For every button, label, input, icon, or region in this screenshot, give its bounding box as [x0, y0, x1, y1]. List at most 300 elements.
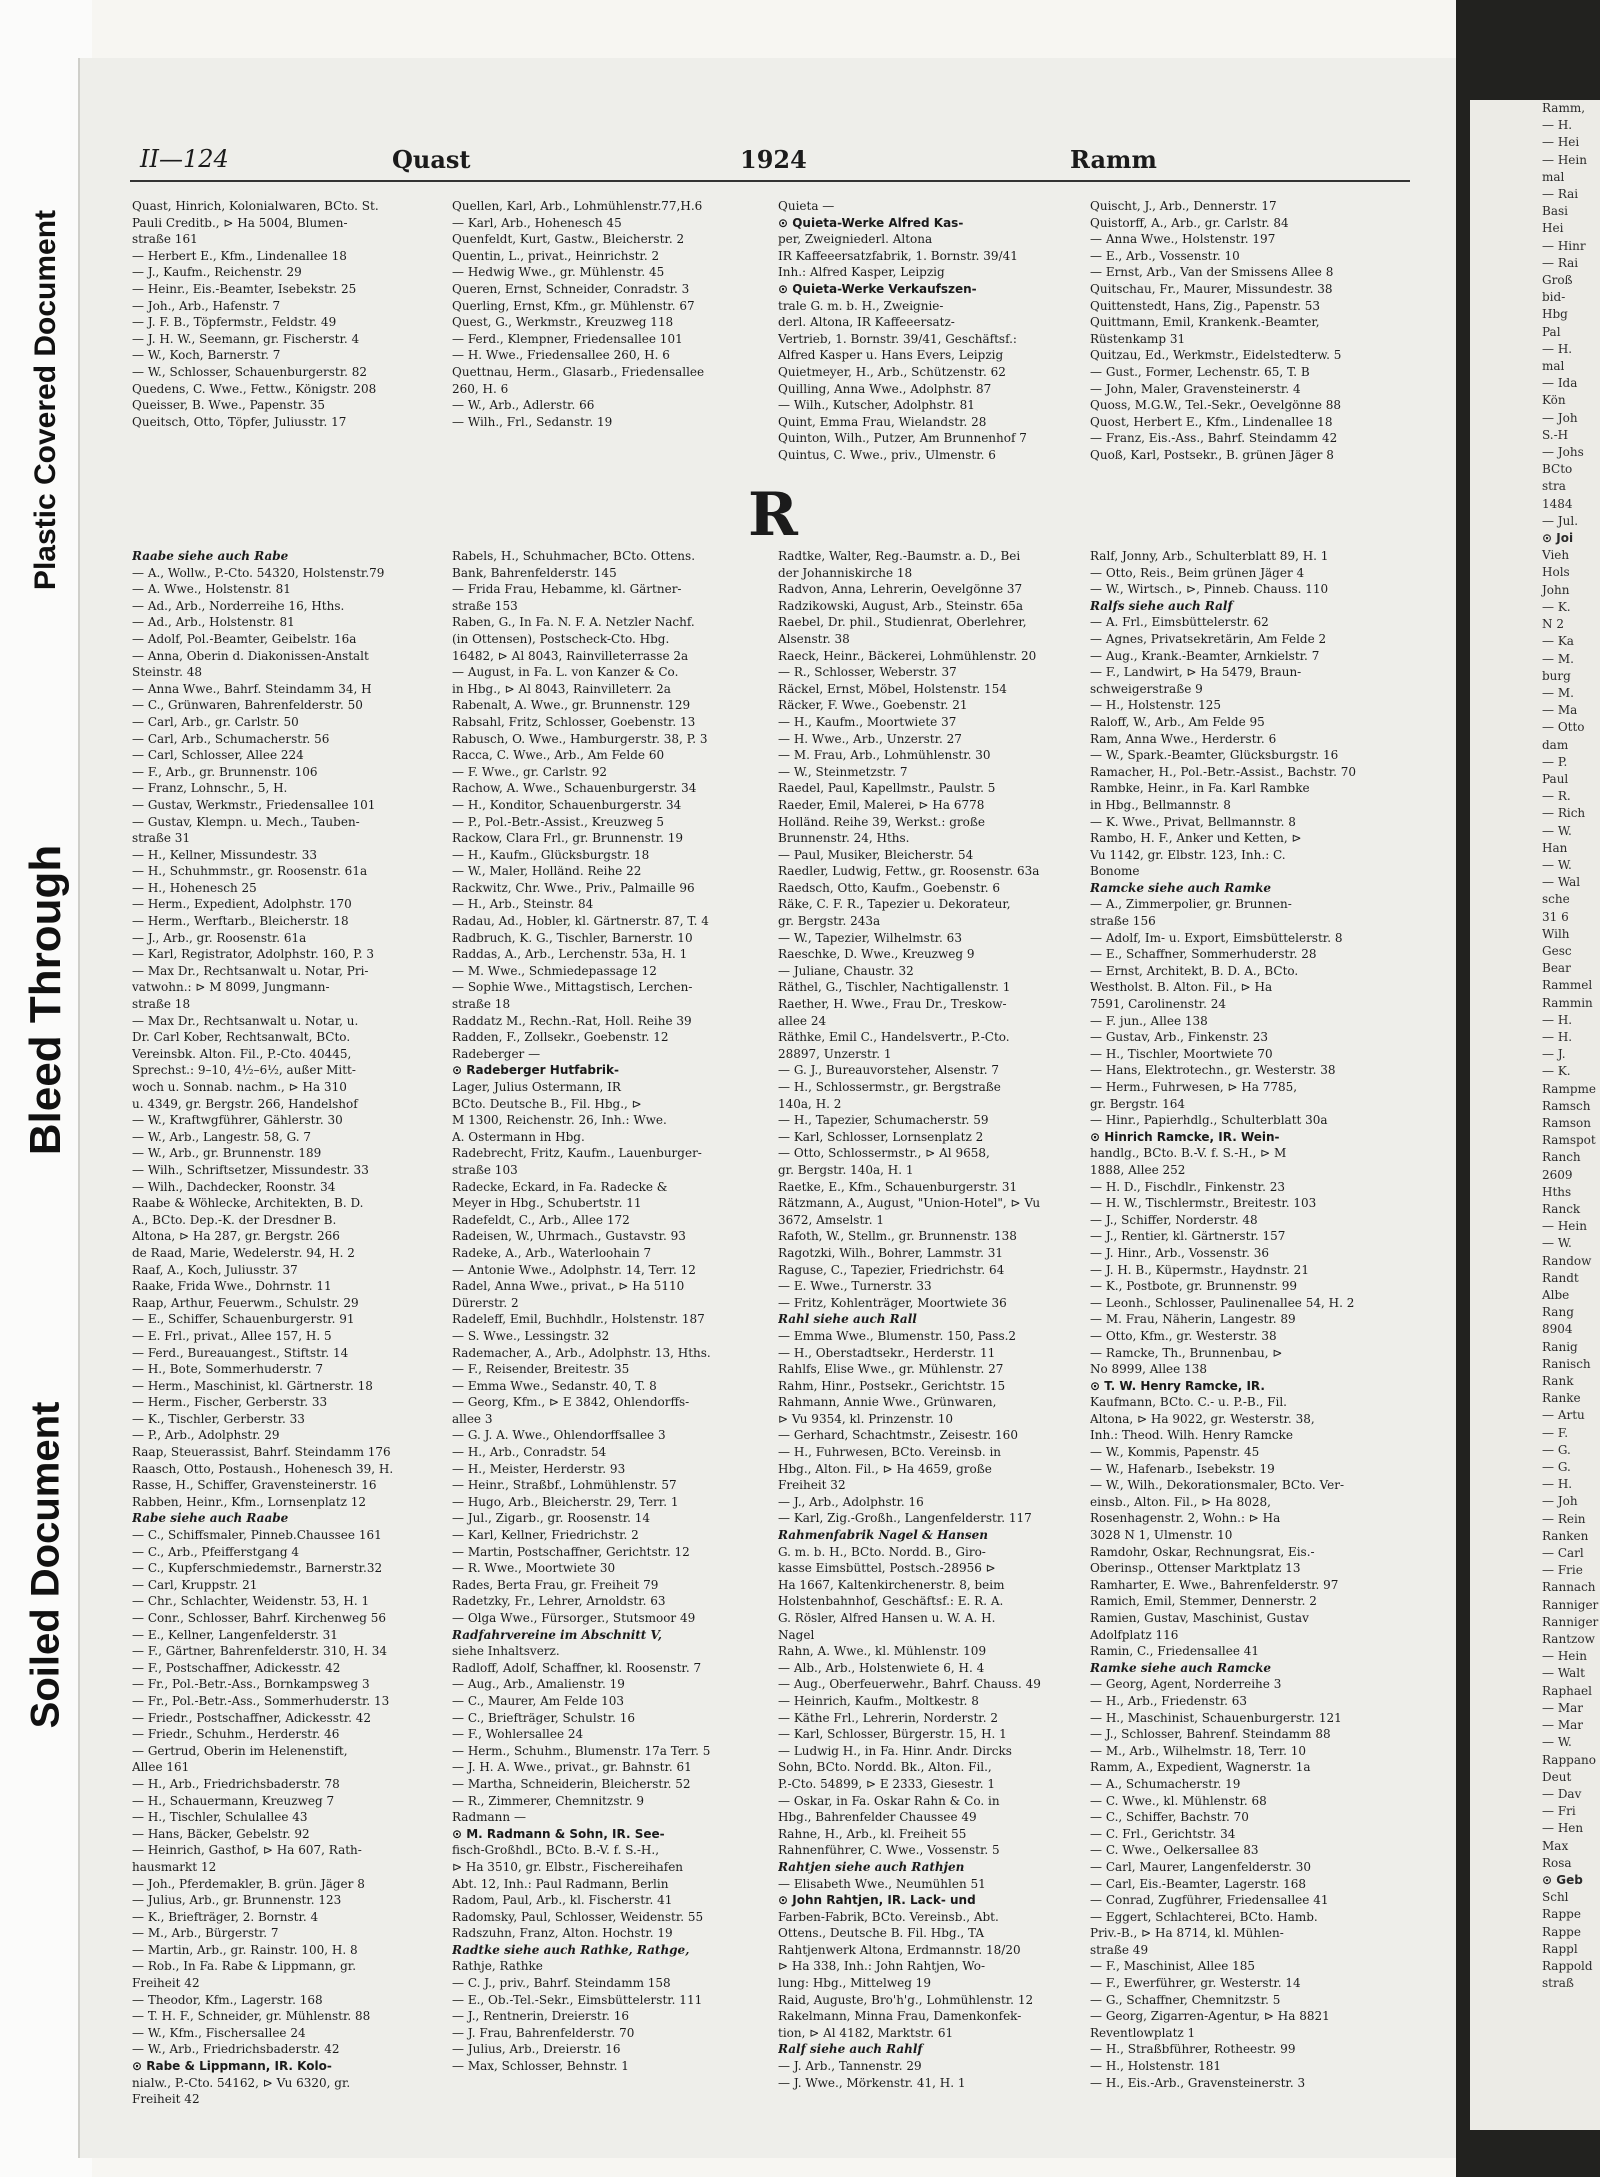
directory-entry-line: Radtke, Walter, Reg.-Baumstr. a. D., Bei	[778, 549, 1021, 563]
directory-entry-line: — Hugo, Arb., Bleicherstr. 29, Terr. 1	[452, 1494, 679, 1509]
directory-entry-line: — A. Wwe., Holstenstr. 81	[132, 582, 291, 597]
directory-entry-line: Sprechst.: 9–10, 4½–6½, außer Mitt-	[132, 1063, 356, 1078]
directory-entry-line: — Hans, Elektrotechn., gr. Westerstr. 38	[1090, 1063, 1336, 1078]
directory-entry-line: ⊙ Radeberger Hutfabrik-	[452, 1063, 619, 1078]
directory-entry-line: Racca, C. Wwe., Arb., Am Felde 60	[452, 748, 665, 763]
directory-entry-line: — Adolf, Im- u. Export, Eimsbüttelerstr. 8	[1090, 930, 1343, 945]
directory-entry-line: — K.	[1542, 599, 1571, 614]
directory-entry-line: in Hbg., Bellmannstr. 8	[1090, 797, 1231, 812]
directory-entry-line: — Gerhard, Schachtmstr., Zeisestr. 160	[778, 1428, 1018, 1443]
directory-entry-line: einsb., Alton. Fil., ⊳ Ha 8028,	[1090, 1494, 1271, 1509]
directory-entry-line: — Hei	[1542, 135, 1580, 150]
directory-entry-line: — H., Oberstadtsekr., Herderstr. 11	[778, 1345, 996, 1360]
directory-entry-line: — H., Arb., Steinstr. 84	[452, 897, 594, 912]
directory-entry-line: — H., Schauermann, Kreuzweg 7	[132, 1793, 335, 1808]
directory-entry-line: — Ad., Arb., Norderreihe 16, Hths.	[132, 598, 345, 613]
plastic-covered-label: Plastic Covered Document	[29, 209, 62, 591]
directory-entry-line: Meyer in Hbg., Schubertstr. 11	[452, 1196, 642, 1211]
directory-entry-line: — Herm., Expedient, Adolphstr. 170	[132, 897, 352, 912]
directory-entry-line: — Gust., Former, Lechenstr. 65, T. B	[1090, 364, 1310, 379]
directory-entry-line: kasse Eimsbüttel, Postsch.-28956 ⊳	[778, 1561, 996, 1576]
directory-entry-line: A. Ostermann in Hbg.	[452, 1129, 585, 1144]
directory-entry-line: vatwohn.: ⊳ M 8099, Jungmann-	[132, 980, 330, 995]
directory-entry-line: — C., Briefträger, Schulstr. 16	[452, 1710, 636, 1725]
directory-entry-line: Radecke, Eckard, in Fa. Radecke &	[452, 1179, 668, 1194]
directory-entry-line: — E., Schiffer, Schauenburgerstr. 91	[132, 1312, 355, 1327]
directory-entry-line: Rahn, A. Wwe., kl. Mühlenstr. 109	[778, 1644, 987, 1659]
directory-entry-line: — Hein	[1542, 1219, 1587, 1234]
directory-entry-line: — W., Kommis, Papenstr. 45	[1090, 1445, 1260, 1460]
directory-entry-line: — J., Rentnerin, Dreierstr. 16	[452, 2009, 630, 2024]
directory-entry-line: 3028 N 1, Ulmenstr. 10	[1090, 1528, 1233, 1543]
directory-entry-line: — C., Arb., Pfeifferstgang 4	[132, 1544, 300, 1559]
directory-entry-line: — Ramcke, Th., Brunnenbau, ⊳	[1090, 1345, 1283, 1360]
directory-entry-line: — Käthe Frl., Lehrerin, Norderstr. 2	[778, 1710, 998, 1725]
directory-entry-line: Rambke, Heinr., in Fa. Karl Rambke	[1090, 781, 1310, 796]
directory-entry-line: — J. Wwe., Mörkenstr. 41, H. 1	[778, 2075, 966, 2090]
directory-entry-line: — H. W., Tischlermstr., Breitestr. 103	[1090, 1196, 1317, 1211]
directory-entry-line: Ranniger	[1542, 1614, 1599, 1629]
directory-entry-line: Rahnenführer, C. Wwe., Vossenstr. 5	[778, 1843, 1000, 1858]
directory-entry-line: — Ernst, Architekt, B. D. A., BCto.	[1090, 963, 1299, 978]
directory-entry-line: Quedens, C. Wwe., Fettw., Königstr. 208	[132, 381, 377, 396]
directory-entry-line: — R.	[1542, 789, 1571, 804]
directory-entry-line: — H., Fuhrwesen, BCto. Vereinsb. in	[778, 1445, 1002, 1460]
directory-entry-line: Brunnenstr. 24, Hths.	[778, 831, 910, 846]
directory-entry-line: — F., Landwirt, ⊳ Ha 5479, Braun-	[1090, 665, 1302, 680]
directory-entry-line: — A., Zimmerpolier, gr. Brunnen-	[1090, 897, 1292, 912]
directory-entry-line: Rafoth, W., Stellm., gr. Brunnenstr. 138	[778, 1229, 1017, 1244]
directory-entry-line: Raedel, Paul, Kapellmstr., Paulstr. 5	[778, 781, 996, 796]
directory-entry-line: 28897, Unzerstr. 1	[778, 1046, 892, 1061]
directory-entry-line: — Fri	[1542, 1804, 1576, 1819]
directory-entry-line: — H., Arb., Friedrichsbaderstr. 78	[132, 1776, 340, 1791]
directory-entry-line: — John, Maler, Gravensteinerstr. 4	[1090, 381, 1301, 396]
directory-entry-line: — Ka	[1542, 634, 1574, 649]
directory-entry-line: — J., Rentier, kl. Gärtnerstr. 157	[1090, 1229, 1286, 1244]
directory-entry-line: Radfahrvereine im Abschnitt V,	[452, 1627, 662, 1642]
directory-entry-line: — J., Arb., gr. Roosenstr. 61a	[132, 930, 307, 945]
directory-entry-line: Radloff, Adolf, Schaffner, kl. Roosenstr. 7	[452, 1660, 702, 1675]
directory-entry-line: — Max, Schlosser, Behnstr. 1	[452, 2059, 629, 2074]
directory-entry-line: Ranke	[1542, 1391, 1581, 1406]
directory-entry-line: tion, ⊳ Al 4182, Marktstr. 61	[778, 2025, 954, 2040]
directory-entry-line: — Joh	[1542, 1494, 1578, 1509]
directory-entry-line: — Herm., Maschinist, kl. Gärtnerstr. 18	[132, 1378, 373, 1393]
directory-entry-line: siehe Inhaltsverz.	[452, 1644, 560, 1659]
directory-entry-line: — Juliane, Chaustr. 32	[778, 963, 914, 978]
directory-entry-line: Rank	[1542, 1374, 1574, 1389]
directory-entry-line: Freiheit 42	[132, 2092, 200, 2107]
directory-entry-line: — C. Wwe., kl. Mühlenstr. 68	[1090, 1793, 1267, 1808]
directory-entry-line: allee 24	[778, 1013, 827, 1028]
directory-entry-line: derl. Altona, IR Kaffeeersatz-	[778, 315, 955, 330]
directory-entry-line: 2609	[1542, 1167, 1573, 1182]
directory-entry-line: — H., Straßbführer, Rotheestr. 99	[1090, 2042, 1296, 2057]
directory-entry-line: — W., Arb., gr. Brunnenstr. 189	[132, 1146, 322, 1161]
directory-entry-line: Rang	[1542, 1305, 1574, 1320]
directory-entry-line: Quest, G., Werkmstr., Kreuzweg 118	[452, 315, 674, 330]
directory-entry-line: Raeck, Heinr., Bäckerei, Lohmühlenstr. 20	[778, 648, 1037, 663]
directory-entry-line: Raake, Frida Wwe., Dohrnstr. 11	[132, 1279, 332, 1294]
directory-entry-line: — H., Arb., Friedenstr. 63	[1090, 1693, 1248, 1708]
directory-entry-line: Dürerstr. 2	[452, 1295, 519, 1310]
directory-entry-line: schweigerstraße 9	[1090, 681, 1203, 696]
directory-entry-line: — Fr., Pol.-Betr.-Ass., Bornkampsweg 3	[132, 1677, 370, 1692]
directory-entry-line: Radetzky, Fr., Lehrer, Arnoldstr. 63	[452, 1594, 666, 1609]
directory-entry-line: Ha 1667, Kaltenkirchenerstr. 8, beim	[778, 1577, 1005, 1592]
directory-entry-line: Radszuhn, Franz, Alton. Hochstr. 19	[452, 1926, 673, 1941]
directory-entry-line: — Georg, Zigarren-Agentur, ⊳ Ha 8821	[1090, 2009, 1330, 2024]
directory-entry-line: Raap, Steuerassist, Bahrf. Steindamm 176	[132, 1445, 391, 1460]
directory-entry-line: Quilling, Anna Wwe., Adolphstr. 87	[778, 381, 992, 396]
directory-entry-line: — Max Dr., Rechtsanwalt u. Notar, Pri-	[132, 963, 369, 978]
directory-entry-line: — Karl, Arb., Hohenesch 45	[452, 215, 622, 230]
header-rule	[130, 180, 1410, 182]
directory-entry-line: — Wal	[1542, 875, 1581, 890]
directory-entry-line: dam	[1542, 737, 1569, 752]
directory-entry-line: Ralf, Jonny, Arb., Schulterblatt 89, H. 1	[1090, 549, 1329, 563]
directory-entry-line: — Adolf, Pol.-Beamter, Geibelstr. 16a	[132, 631, 357, 646]
adjacent-page-fragment	[1470, 100, 1600, 2130]
directory-entry-line: — Herm., Schuhm., Blumenstr. 17a Terr. 5	[452, 1743, 711, 1758]
directory-entry-line: Ranken	[1542, 1528, 1589, 1543]
directory-entry-line: — H., Kaufm., Glücksburgstr. 18	[452, 847, 650, 862]
directory-entry-line: Rahmann, Annie Wwe., Grünwaren,	[778, 1395, 997, 1410]
directory-entry-line: Ramdohr, Oskar, Rechnungsrat, Eis.-	[1090, 1544, 1315, 1559]
header-last-entry: Ramm	[1070, 145, 1157, 174]
directory-entry-line: Rabe siehe auch Raabe	[132, 1511, 289, 1526]
directory-entry-line: — Max Dr., Rechtsanwalt u. Notar, u.	[132, 1013, 359, 1028]
directory-entry-line: — Herm., Werftarb., Bleicherstr. 18	[132, 914, 349, 929]
directory-entry-line: ⊙ Quieta-Werke Verkaufszen-	[778, 281, 977, 296]
directory-entry-line: Radbruch, K. G., Tischler, Barnerstr. 10	[452, 930, 693, 945]
directory-entry-line: — Alb., Arb., Holstenwiete 6, H. 4	[778, 1660, 985, 1675]
directory-entry-line: — C. J., priv., Bahrf. Steindamm 158	[452, 1976, 671, 1991]
main-column-4	[1090, 548, 1412, 2091]
directory-entry-line: — G. J. A. Wwe., Ohlendorffsallee 3	[452, 1428, 666, 1443]
directory-entry-line: — W.	[1542, 823, 1572, 838]
directory-entry-line: — Franz, Lohnschr., 5, H.	[132, 781, 288, 796]
directory-entry-line: — E. Frl., privat., Allee 157, H. 5	[132, 1328, 332, 1343]
directory-entry-line: — Wilh., Schriftsetzer, Missundestr. 33	[132, 1162, 369, 1177]
directory-entry-line: — G., Schaffner, Chemnitzstr. 5	[1090, 1992, 1281, 2007]
directory-entry-line: — Karl, Kellner, Friedrichstr. 2	[452, 1528, 639, 1543]
directory-entry-line: Raasch, Otto, Postaush., Hohenesch 39, H.	[132, 1461, 394, 1476]
main-column-3	[778, 548, 1098, 2091]
directory-entry-line: Rätzmann, A., August, "Union-Hotel", ⊳ Vu	[778, 1196, 1041, 1211]
directory-entry-line: Raaf, A., Koch, Juliusstr. 37	[132, 1262, 298, 1277]
directory-entry-line: — Julius, Arb., gr. Brunnenstr. 123	[132, 1893, 342, 1908]
directory-entry-line: ⊙ Quieta-Werke Alfred Kas-	[778, 215, 964, 230]
directory-entry-line: Schl	[1542, 1890, 1569, 1905]
directory-entry-line: Quenfeldt, Kurt, Gastw., Bleicherstr. 2	[452, 232, 685, 247]
directory-entry-line: Ranch	[1542, 1150, 1581, 1165]
directory-entry-line: Quoß, Karl, Postsekr., B. grünen Jäger 8	[1090, 447, 1334, 462]
directory-entry-line: — Oskar, in Fa. Oskar Rahn & Co. in	[778, 1793, 1000, 1808]
directory-entry-line: Ramharter, E. Wwe., Bahrenfelderstr. 97	[1090, 1577, 1339, 1592]
directory-entry-line: Räthke, Emil C., Handelsvertr., P.-Cto.	[778, 1030, 1010, 1045]
directory-entry-line: Raap, Arthur, Feuerwm., Schulstr. 29	[132, 1295, 359, 1310]
directory-entry-line: — E., Arb., Vossenstr. 10	[1090, 248, 1240, 263]
directory-entry-line: — H., Eis.-Arb., Gravensteinerstr. 3	[1090, 2075, 1306, 2090]
directory-entry-line: ⊙ Joi	[1542, 531, 1574, 546]
directory-entry-line: — Emma Wwe., Blumenstr. 150, Pass.2	[778, 1328, 1017, 1343]
directory-entry-line: — J. H. B., Küpermstr., Haydnstr. 21	[1090, 1262, 1309, 1277]
page-number: II—124	[140, 145, 229, 173]
directory-entry-line: — H., Kellner, Missundestr. 33	[132, 847, 317, 862]
directory-entry-line: — F., Postschaffner, Adickesstr. 42	[132, 1660, 341, 1675]
directory-entry-line: — F., Gärtner, Bahrenfelderstr. 310, H. 34	[132, 1644, 387, 1659]
directory-entry-line: — W., Arb., Langestr. 58, G. 7	[132, 1129, 312, 1144]
directory-entry-line: — A., Schumacherstr. 19	[1090, 1776, 1241, 1791]
directory-entry-line: No 8999, Allee 138	[1090, 1362, 1207, 1377]
directory-entry-line: — W., Tapezier, Wilhelmstr. 63	[778, 930, 962, 945]
directory-entry-line: Ramin, C., Friedensallee 41	[1090, 1644, 1260, 1659]
directory-entry-line: Randow	[1542, 1253, 1592, 1268]
directory-entry-line: Quieta —	[778, 199, 835, 213]
directory-entry-line: Rasse, H., Schiffer, Gravensteinerstr. 16	[132, 1478, 377, 1493]
directory-entry-line: Raether, H. Wwe., Frau Dr., Treskow-	[778, 997, 1007, 1012]
directory-entry-line: — J. F. B., Töpfermstr., Feldstr. 49	[132, 315, 337, 330]
directory-entry-line: Räcker, F. Wwe., Goebenstr. 21	[778, 698, 968, 713]
directory-entry-line: straße 156	[1090, 914, 1156, 929]
directory-entry-line: Ragotzki, Wilh., Bohrer, Lammstr. 31	[778, 1245, 1004, 1260]
directory-entry-line: M 1300, Reichenstr. 26, Inh.: Wwe.	[452, 1113, 667, 1128]
directory-entry-line: — M. Frau, Näherin, Langestr. 89	[1090, 1312, 1296, 1327]
directory-entry-line: — Joh., Arb., Hafenstr. 7	[132, 298, 281, 313]
directory-entry-line: Quittmann, Emil, Krankenk.-Beamter,	[1090, 315, 1320, 330]
directory-entry-line: Rampme	[1542, 1081, 1597, 1096]
directory-entry-line: Rackwitz, Chr. Wwe., Priv., Palmaille 96	[452, 880, 695, 895]
directory-entry-line: Quellen, Karl, Arb., Lohmühlenstr.77,H.6	[452, 199, 703, 213]
directory-entry-line: — E., Schaffner, Sommerhuderstr. 28	[1090, 947, 1317, 962]
directory-entry-line: Raabe & Wöhlecke, Architekten, B. D.	[132, 1196, 364, 1211]
directory-entry-line: Ramm,	[1542, 101, 1586, 115]
directory-entry-line: Allee 161	[132, 1760, 190, 1775]
directory-entry-line: Vieh	[1542, 548, 1570, 563]
directory-entry-line: — E. Wwe., Turnerstr. 33	[778, 1279, 932, 1294]
directory-entry-line: — Olga Wwe., Fürsorger., Stutsmoor 49	[452, 1611, 696, 1625]
directory-entry-line: — K., Postbote, gr. Brunnenstr. 99	[1090, 1279, 1298, 1294]
directory-entry-line: Freiheit 32	[778, 1478, 846, 1493]
directory-entry-line: Raedler, Ludwig, Fettw., gr. Roosenstr. 63a	[778, 864, 1040, 879]
directory-entry-line: — Paul, Musiker, Bleicherstr. 54	[778, 847, 974, 862]
directory-entry-line: Quast, Hinrich, Kolonialwaren, BCto. St.	[132, 199, 379, 213]
directory-entry-line: — K.	[1542, 1064, 1571, 1079]
directory-entry-line: Pal	[1542, 324, 1561, 339]
directory-entry-line: — Artu	[1542, 1408, 1585, 1423]
directory-entry-line: — A., Wollw., P.-Cto. 54320, Holstenstr.79	[132, 565, 385, 580]
directory-entry-line: Räthel, G., Tischler, Nachtigallenstr. 1	[778, 980, 1011, 995]
directory-entry-line: — Rob., In Fa. Rabe & Lippmann, gr.	[132, 1959, 357, 1974]
directory-entry-line: straße 153	[452, 598, 518, 613]
directory-entry-line: Quettnau, Herm., Glasarb., Friedensallee	[452, 364, 705, 379]
directory-entry-line: Rabels, H., Schuhmacher, BCto. Ottens.	[452, 549, 696, 563]
directory-entry-line: Rappano	[1542, 1752, 1596, 1767]
directory-entry-line: — C., Maurer, Am Felde 103	[452, 1693, 625, 1708]
directory-entry-line: handlg., BCto. B.-V. f. S.-H., ⊳ M	[1090, 1146, 1287, 1161]
directory-entry-line: Ramacher, H., Pol.-Betr.-Assist., Bachstr. 70	[1090, 764, 1357, 779]
directory-entry-line: Vertrieb, 1. Bornstr. 39/41, Geschäftsf.:	[778, 331, 1017, 346]
directory-entry-line: Paul	[1542, 771, 1569, 786]
directory-entry-line: — Heinrich, Kaufm., Moltkestr. 8	[778, 1693, 979, 1708]
directory-entry-line: Ramich, Emil, Stemmer, Dennerstr. 2	[1090, 1594, 1317, 1609]
directory-entry-line: — Agnes, Privatsekretärin, Am Felde 2	[1090, 631, 1327, 646]
directory-entry-line: — Ida	[1542, 376, 1578, 391]
directory-entry-line: — M. Frau, Arb., Lohmühlenstr. 30	[778, 748, 991, 763]
directory-entry-line: Quistorff, A., Arb., gr. Carlstr. 84	[1090, 215, 1289, 230]
main-column-2	[452, 548, 770, 2075]
directory-entry-line: Rahmenfabrik Nagel & Hansen	[778, 1528, 988, 1543]
directory-entry-line: bid-	[1542, 290, 1566, 305]
directory-entry-line: Abt. 12, Inh.: Paul Radmann, Berlin	[452, 1876, 669, 1891]
directory-entry-line: Ranisch	[1542, 1356, 1591, 1371]
directory-entry-line: Ramien, Gustav, Maschinist, Gustav	[1090, 1611, 1309, 1625]
directory-entry-line: Quost, Herbert E., Kfm., Lindenallee 18	[1090, 414, 1333, 429]
directory-entry-line: straß	[1542, 1976, 1574, 1991]
directory-entry-line: Rappe	[1542, 1924, 1581, 1939]
directory-entry-line: — J. Arb., Tannenstr. 29	[778, 2059, 922, 2074]
directory-entry-line: — W., Wilh., Dekorationsmaler, BCto. Ver-	[1090, 1478, 1345, 1493]
directory-entry-line: Rosa	[1542, 1855, 1572, 1870]
directory-entry-line: — E., Ob.-Tel.-Sekr., Eimsbüttelerstr. 111	[452, 1992, 703, 2007]
directory-entry-line: Rabenalt, A. Wwe., gr. Brunnenstr. 129	[452, 698, 691, 713]
directory-entry-line: Oberinsp., Ottenser Marktplatz 13	[1090, 1561, 1301, 1576]
directory-entry-line: Hbg., Bahrenfelder Chaussee 49	[778, 1810, 977, 1825]
directory-entry-line: straße 103	[452, 1162, 518, 1177]
directory-entry-line: John	[1542, 582, 1570, 597]
directory-entry-line: Hths	[1542, 1184, 1572, 1199]
directory-entry-line: Rosenhagenstr. 2, Wohn.: ⊳ Ha	[1090, 1511, 1281, 1526]
directory-entry-line: Queitsch, Otto, Töpfer, Juliusstr. 17	[132, 414, 347, 429]
directory-entry-line: ⊙ Geb	[1542, 1872, 1583, 1887]
directory-entry-line: 1484	[1542, 496, 1573, 511]
directory-entry-line: — Friedr., Postschaffner, Adickesstr. 42	[132, 1710, 372, 1725]
directory-entry-line: — M., Arb., Bürgerstr. 7	[132, 1926, 279, 1941]
directory-entry-line: Radel, Anna Wwe., privat., ⊳ Ha 5110	[452, 1279, 685, 1294]
directory-entry-line: — Carl	[1542, 1546, 1584, 1561]
directory-entry-line: S.-H	[1542, 427, 1569, 442]
directory-entry-line: Raguse, C., Tapezier, Friedrichstr. 64	[778, 1262, 1005, 1277]
directory-entry-line: Rachow, A. Wwe., Schauenburgerstr. 34	[452, 781, 697, 796]
directory-entry-line: Bonome	[1090, 864, 1140, 879]
directory-entry-line: Reventlowplatz 1	[1090, 2025, 1196, 2040]
directory-entry-line: — P., Arb., Adolphstr. 29	[132, 1428, 280, 1443]
directory-entry-line: — Wilh., Frl., Sedanstr. 19	[452, 414, 613, 429]
directory-entry-line: stra	[1542, 479, 1566, 494]
directory-entry-line: — Carl, Schlosser, Allee 224	[132, 748, 304, 763]
directory-entry-line: Rahtjenwerk Altona, Erdmannstr. 18/20	[778, 1942, 1021, 1957]
directory-entry-line: fisch-Großhdl., BCto. B.-V. f. S.-H.,	[452, 1843, 660, 1858]
directory-entry-line: — W., Wirtsch., ⊳, Pinneb. Chauss. 110	[1090, 582, 1329, 597]
directory-entry-line: Radtke siehe auch Rathke, Rathge,	[452, 1942, 690, 1957]
directory-entry-line: — Mar	[1542, 1718, 1583, 1733]
directory-entry-line: — Aug., Krank.-Beamter, Arnkielstr. 7	[1090, 648, 1320, 663]
directory-entry-line: — Jul., Zigarb., gr. Roosenstr. 14	[452, 1511, 651, 1526]
directory-entry-line: — Hein	[1542, 1649, 1587, 1664]
directory-entry-line: Ramm, A., Expedient, Wagnerstr. 1a	[1090, 1760, 1311, 1775]
directory-entry-line: — Gustav, Werkmstr., Friedensallee 101	[132, 797, 376, 812]
directory-entry-line: — H., Hohenesch 25	[132, 880, 257, 895]
directory-entry-line: — Ferd., Bureauangest., Stiftstr. 14	[132, 1345, 349, 1360]
directory-entry-line: Rakelmann, Minna Frau, Damenkonfek-	[778, 2009, 1022, 2024]
directory-entry-line: — Martin, Postschaffner, Gerichtstr. 12	[452, 1544, 690, 1559]
directory-entry-line: Radeberger —	[452, 1046, 541, 1061]
directory-entry-line: Rademacher, A., Arb., Adolphstr. 13, Hths.	[452, 1345, 711, 1360]
directory-entry-line: ⊙ T. W. Henry Ramcke, IR.	[1090, 1378, 1265, 1393]
directory-entry-line: Radefeldt, C., Arb., Allee 172	[452, 1212, 630, 1227]
directory-entry-line: — G. J., Bureauvorsteher, Alsenstr. 7	[778, 1063, 1000, 1078]
directory-entry-line: gr. Bergstr. 140a, H. 1	[778, 1162, 914, 1177]
directory-entry-line: Gesc	[1542, 943, 1572, 958]
directory-entry-line: — R., Zimmerer, Chemnitzstr. 9	[452, 1793, 644, 1808]
directory-entry-line: ⊳ Ha 338, Inh.: John Rahtjen, Wo-	[778, 1959, 986, 1974]
directory-entry-line: — R. Wwe., Moortwiete 30	[452, 1561, 616, 1576]
directory-entry-line: Ramspot	[1542, 1133, 1596, 1148]
directory-entry-line: — W., Spark.-Beamter, Glücksburgstr. 16	[1090, 748, 1339, 763]
directory-entry-line: de Raad, Marie, Wedelerstr. 94, H. 2	[132, 1245, 355, 1260]
directory-entry-line: 31 6	[1542, 909, 1569, 924]
directory-entry-line: — K., Tischler, Gerberstr. 33	[132, 1411, 305, 1426]
directory-entry-line: Rannach	[1542, 1580, 1596, 1595]
directory-entry-line: — Otto, Kfm., gr. Westerstr. 38	[1090, 1328, 1277, 1343]
directory-entry-line: Raid, Auguste, Bro'h'g., Lohmühlenstr. 12	[778, 1992, 1034, 2007]
directory-entry-line: 7591, Carolinenstr. 24	[1090, 997, 1226, 1012]
directory-entry-line: Max	[1542, 1838, 1569, 1853]
directory-entry-line: Alsenstr. 38	[778, 631, 850, 646]
directory-entry-line: — Hein	[1542, 152, 1587, 167]
directory-entry-line: — Herm., Fuhrwesen, ⊳ Ha 7785,	[1090, 1080, 1298, 1094]
directory-entry-line: Ram, Anna Wwe., Herderstr. 6	[1090, 731, 1277, 746]
directory-entry-line: — Anna Wwe., Holstenstr. 197	[1090, 232, 1276, 247]
directory-entry-line: Bear	[1542, 961, 1571, 976]
soiled-document-label: Soiled Document	[23, 1401, 68, 1729]
directory-entry-line: Han	[1542, 840, 1568, 855]
directory-entry-line: straße 161	[132, 232, 198, 247]
directory-entry-line: Freiheit 42	[132, 1976, 200, 1991]
directory-entry-line: — Wilh., Kutscher, Adolphstr. 81	[778, 398, 975, 413]
directory-entry-line: — Rai	[1542, 187, 1579, 202]
directory-entry-line: — H. D., Fischdlr., Finkenstr. 23	[1090, 1179, 1285, 1194]
directory-entry-line: Lager, Julius Ostermann, IR	[452, 1080, 621, 1094]
directory-entry-line: Holländ. Reihe 39, Werkst.: große	[778, 814, 985, 829]
directory-entry-line: — Carl, Arb., gr. Carlstr. 50	[132, 714, 299, 729]
directory-entry-line: Alfred Kasper u. Hans Evers, Leipzig	[778, 348, 1004, 363]
directory-entry-line: — H., Kaufm., Moortwiete 37	[778, 714, 957, 729]
directory-entry-line: Ramcke siehe auch Ramke	[1090, 880, 1272, 895]
directory-entry-line: — Leonh., Schlosser, Paulinenallee 54, H. 2	[1090, 1295, 1355, 1310]
directory-entry-line: — August, in Fa. L. von Kanzer & Co.	[452, 665, 679, 680]
directory-entry-line: — Chr., Schlachter, Weidenstr. 53, H. 1	[132, 1594, 370, 1609]
directory-entry-line: Rathje, Rathke	[452, 1959, 543, 1974]
directory-entry-line: Radom, Paul, Arb., kl. Fischerstr. 41	[452, 1893, 673, 1908]
directory-entry-line: Kön	[1542, 393, 1566, 408]
directory-entry-line: — J. H. A. Wwe., privat., gr. Bahnstr. 61	[452, 1760, 692, 1775]
directory-entry-line: — H.	[1542, 118, 1573, 133]
directory-entry-line: — J. Frau, Bahrenfelderstr. 70	[452, 2025, 635, 2040]
directory-entry-line: — H., Tapezier, Schumacherstr. 59	[778, 1113, 989, 1128]
directory-entry-line: Quinton, Wilh., Putzer, Am Brunnenhof 7	[778, 431, 1027, 446]
directory-entry-line: — E., Kellner, Langenfelderstr. 31	[132, 1627, 338, 1642]
directory-entry-line: ⊙ Rabe & Lippmann, IR. Kolo-	[132, 2059, 332, 2074]
directory-entry-line: Quietmeyer, H., Arb., Schützenstr. 62	[778, 364, 1006, 379]
directory-entry-line: Raddas, A., Arb., Lerchenstr. 53a, H. 1	[452, 947, 688, 962]
directory-entry-line: — Carl, Maurer, Langenfelderstr. 30	[1090, 1859, 1311, 1874]
directory-entry-line: Raphael	[1542, 1683, 1592, 1698]
directory-entry-line: Radvon, Anna, Lehrerin, Oevelgönne 37	[778, 582, 1023, 597]
directory-entry-line: — F., Wohlersallee 24	[452, 1727, 584, 1742]
